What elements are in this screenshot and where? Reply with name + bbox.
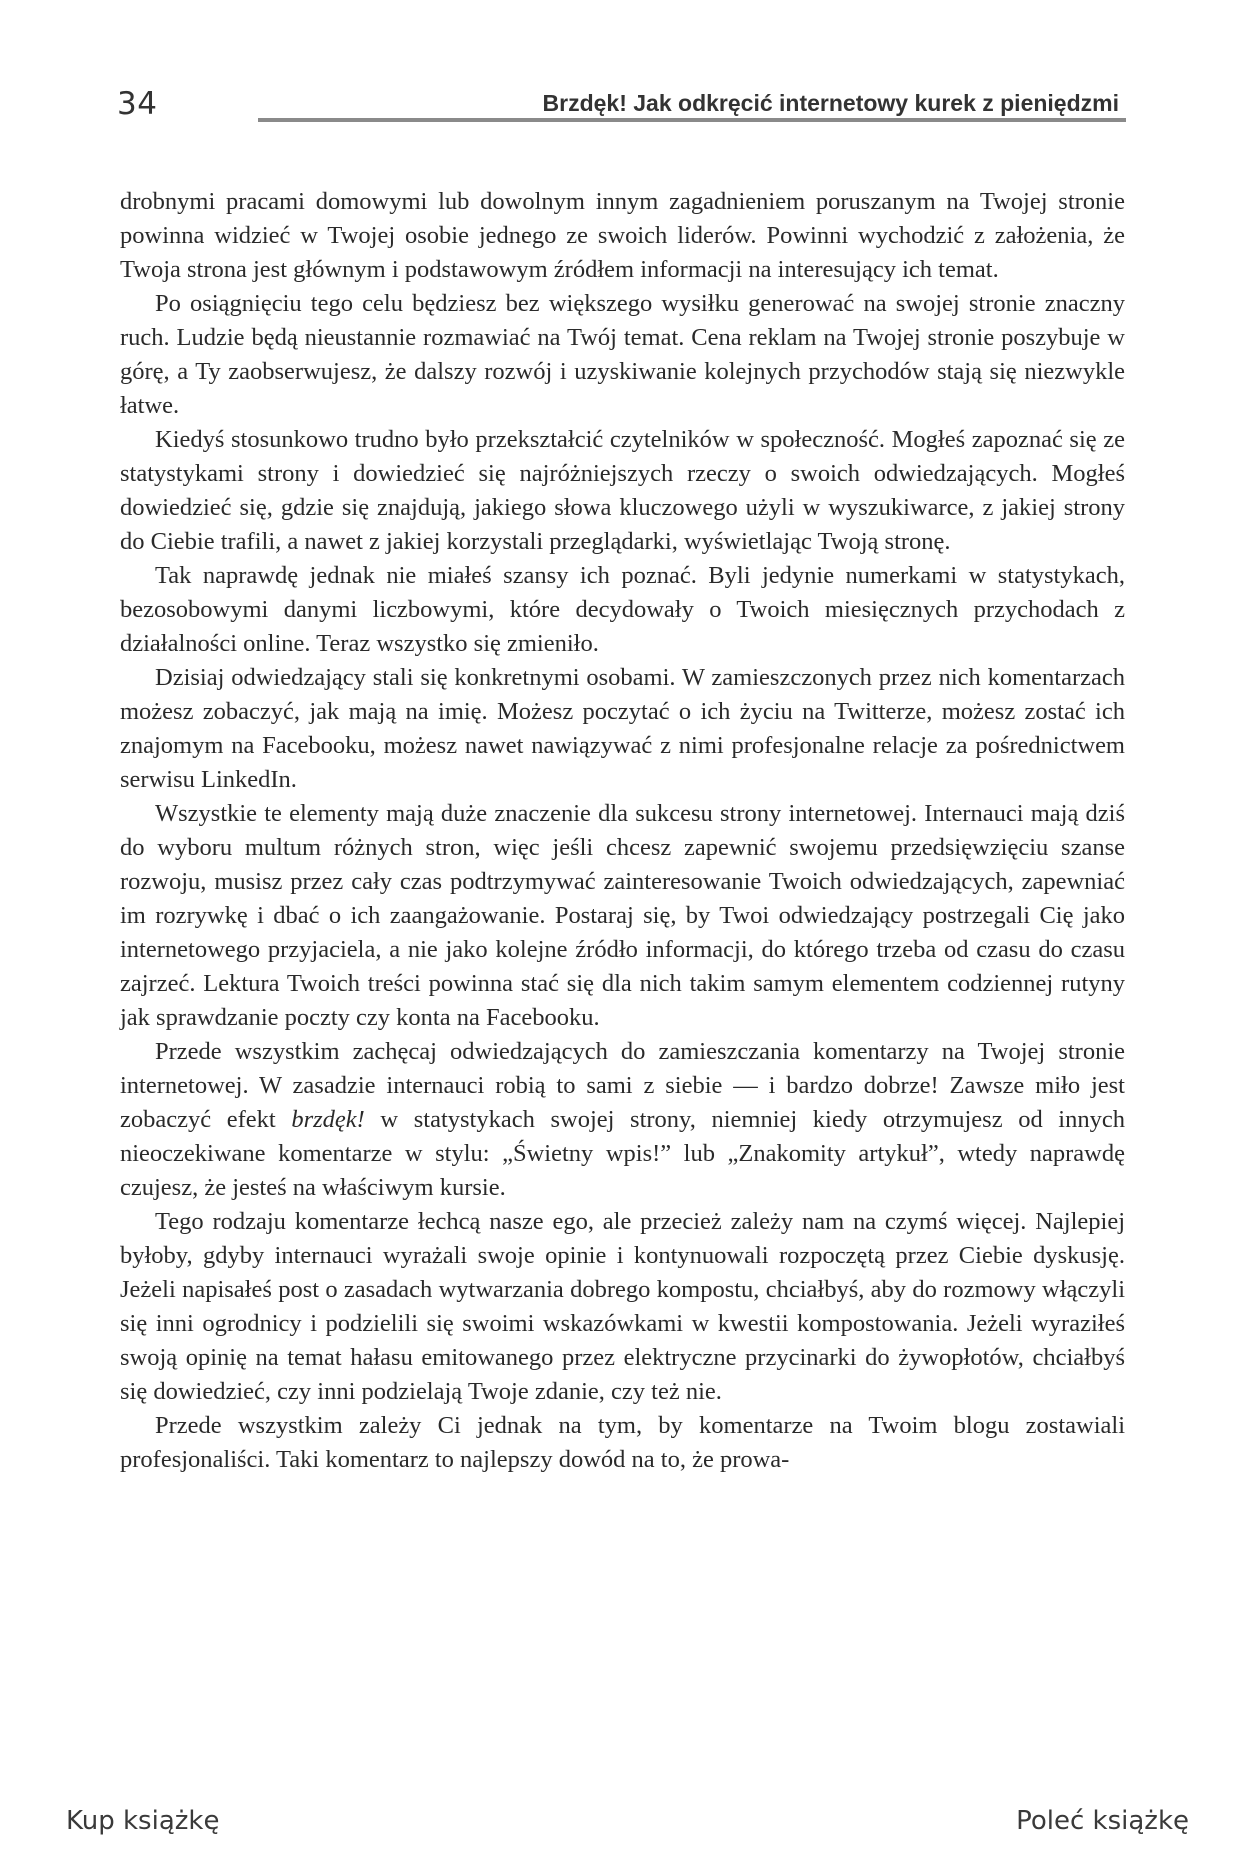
paragraph: Wszystkie te elementy mają duże znaczenie dla sukcesu strony internetowej. Internauci mają dziś do wyboru multum różnych stron, więc jeśli chcesz zapewnić swojemu przedsięwzięciu szanse rozwoju, musisz przez cały czas podtrzymywać zainteresowanie Twoich odwiedzających, zapewniać im rozrywkę i dbać o ich zaangażowanie. Postaraj się, by Twoi odwiedzający postrzegali Cię jako internetowego przyjaciela, a nie jako kolejne źródło informacji, do którego trzeba od czasu do czasu zajrzeć. Lektura Twoich treści powinna stać się dla nich takim samym elementem codziennej rutyny jak sprawdzanie poczty czy konta na Facebooku. bbox=[120, 800, 1125, 1031]
paragraph bbox=[120, 1035, 1125, 1205]
page-number: 34 bbox=[117, 86, 158, 122]
header-rule bbox=[258, 118, 1126, 122]
paragraph: Po osiągnięciu tego celu będziesz bez większego wysiłku generować na swojej stronie znaczny ruch. Ludzie będą nieustannie rozmawiać na Twój temat. Cena reklam na Twojej stronie poszybuje w górę, a Ty zaobserwujesz, że dalszy rozwój i uzyskiwanie kolejnych przychodów stają się niezwykle łatwe. bbox=[120, 290, 1125, 419]
paragraph: Tak naprawdę jednak nie miałeś szansy ich poznać. Byli jedynie numerkami w statystykach, bezosobowymi danymi liczbowymi, które decydowały o Twoich miesięcznych przychodach z działalności online. Teraz wszystko się zmieniło. bbox=[120, 562, 1125, 657]
paragraph: Dzisiaj odwiedzający stali się konkretnymi osobami. W zamieszczonych przez nich komentarzach możesz zobaczyć, jak mają na imię. Możesz poczytać o ich życiu na Twitterze, możesz zostać ich znajomym na Facebooku, możesz nawet nawiązywać z nimi profesjonalne relacje za pośrednictwem serwisu LinkedIn. bbox=[120, 664, 1125, 793]
paragraph-text: w statystykach swojej strony, niemniej kiedy otrzymujesz od innych nieoczekiwane komentarze w stylu: „Świetny wpis!” lub „Znakomity artykuł”, wtedy naprawdę czujesz, że jesteś na właściwym kursie. bbox=[120, 1106, 1125, 1201]
body-text bbox=[120, 185, 1125, 1477]
emphasis: brzdęk! bbox=[291, 1106, 365, 1133]
buy-book-link[interactable]: Kup książkę bbox=[66, 1806, 220, 1836]
paragraph: drobnymi pracami domowymi lub dowolnym innym zagadnieniem poruszanym na Twojej stronie powinna widzieć w Twojej osobie jednego ze swoich liderów. Powinni wychodzić z założenia, że Twoja strona jest głównym i podstawowym źródłem informacji na interesujący ich temat. bbox=[120, 188, 1125, 283]
paragraph: Kiedyś stosunkowo trudno było przekształcić czytelników w społeczność. Mogłeś zapoznać się ze statystykami strony i dowiedzieć się najróżniejszych rzeczy o swoich odwiedzających. Mogłeś dowiedzieć się, gdzie się znajdują, jakiego słowa kluczowego użyli w wyszukiwarce, z jakiej strony do Ciebie trafili, a nawet z jakiej korzystali przeglądarki, wyświetlając Twoją stronę. bbox=[120, 426, 1125, 555]
paragraph: Tego rodzaju komentarze łechcą nasze ego, ale przecież zależy nam na czymś więcej. Najlepiej byłoby, gdyby internauci wyrażali swoje opinie i kontynuowali rozpoczętą przez Ciebie dyskusję. Jeżeli napisałeś post o zasadach wytwarzania dobrego kompostu, chciałbyś, aby do rozmowy włączyli się inni ogrodnicy i podzielili się swoimi wskazówkami w kwestii kompostowania. Jeżeli wyraziłeś swoją opinię na temat hałasu emitowanego przez elektryczne przycinarki do żywopłotów, chciałbyś się dowiedzieć, czy inni podzielają Twoje zdanie, czy też nie. bbox=[120, 1208, 1125, 1405]
paragraph: Przede wszystkim zależy Ci jednak na tym, by komentarze na Twoim blogu zostawiali profesjonaliści. Taki komentarz to najlepszy dowód na to, że prowa- bbox=[120, 1412, 1125, 1473]
running-title: Brzdęk! Jak odkręcić internetowy kurek z pieniędzmi bbox=[542, 90, 1119, 116]
paragraph-text: Przede wszystkim zachęcaj odwiedzających do zamieszczania komentarzy na Twojej stronie internetowej. W zasadzie internauci robią to sami z siebie — i bardzo dobrze! Zawsze miło jest zobaczyć efekt bbox=[120, 1038, 1125, 1133]
recommend-book-link[interactable]: Poleć książkę bbox=[1016, 1806, 1189, 1836]
